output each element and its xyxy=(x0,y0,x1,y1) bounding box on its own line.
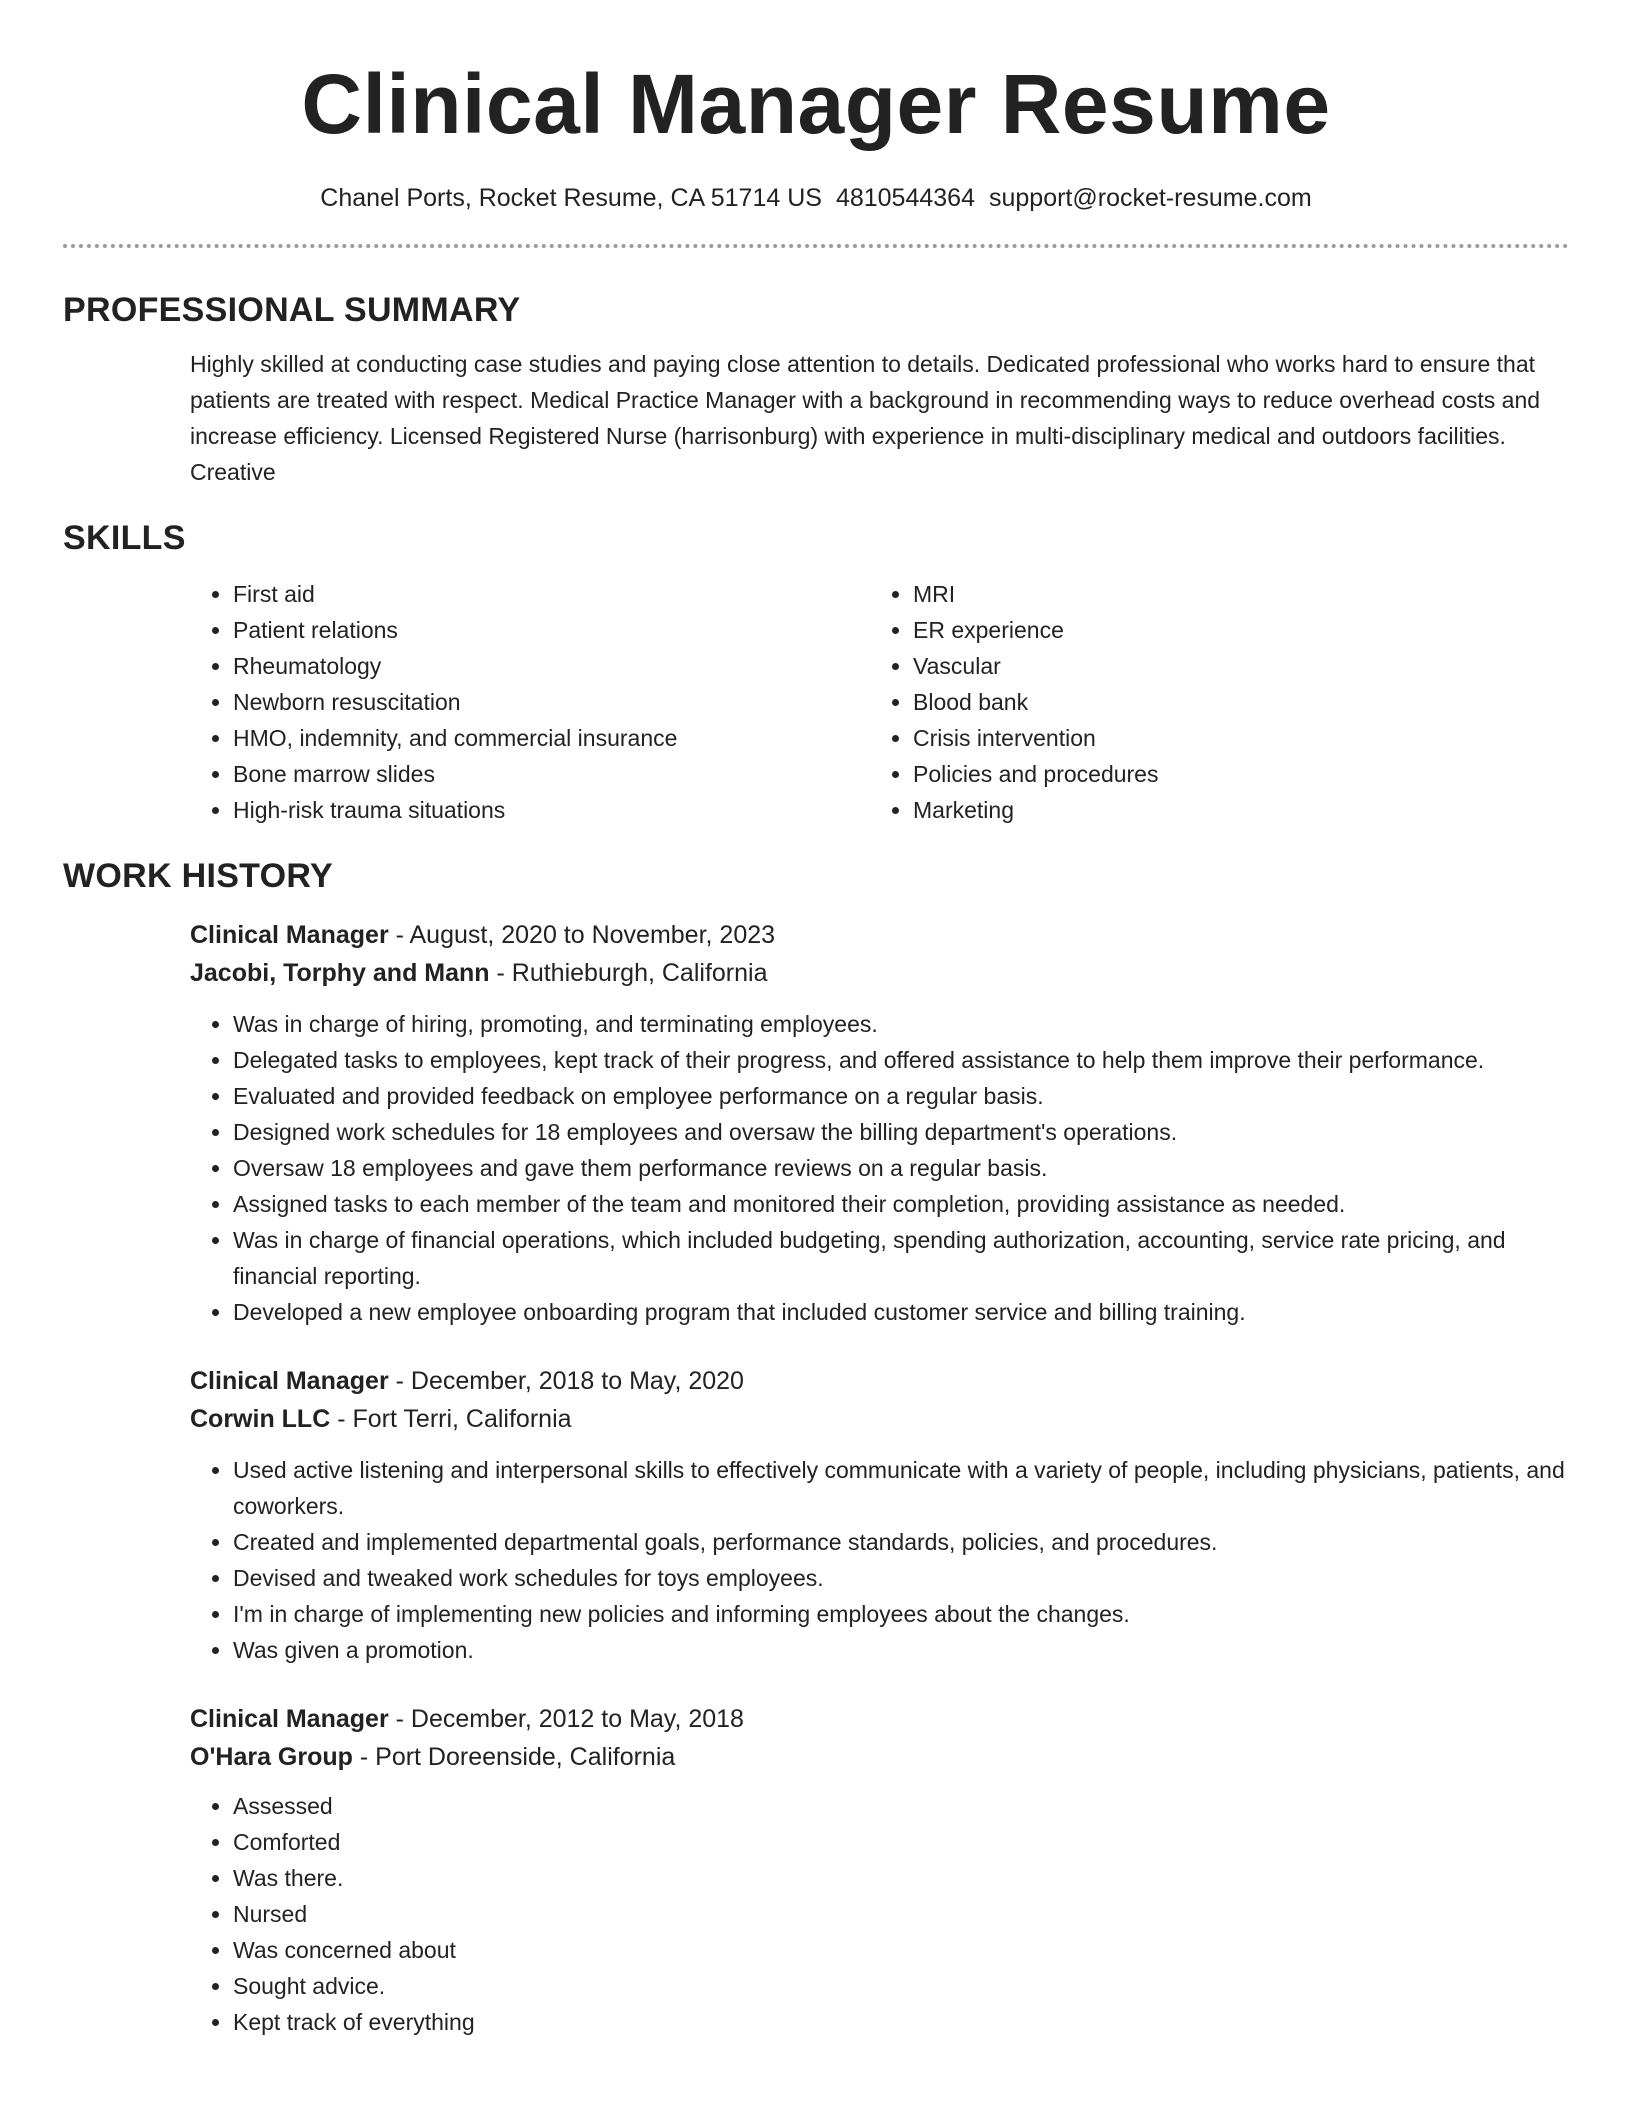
summary-text: Highly skilled at conducting case studies and paying close attention to details. Dedicated professional who works hard to ensure that patients are treated with respect. Medical Practice Manager with a background in recommending ways to reduce overhead costs and increase efficiency. Licensed Registered Nurse (harrisonburg) with experience in multi-disciplinary medical and outdoors facilities. Creative xyxy=(190,351,1541,485)
job-location: - Port Doreenside, California xyxy=(352,1743,676,1771)
job-bullet: • Created and implemented departmental goals, performance standards, policies, and procedures. xyxy=(233,1524,1569,1560)
job-title: Clinical Manager xyxy=(190,1367,389,1395)
skill-item: • Policies and procedures xyxy=(913,756,1550,792)
skill-item: • Crisis intervention xyxy=(913,720,1550,756)
job-bullet: • Was given a promotion. xyxy=(233,1632,1569,1668)
skills-heading: SKILLS xyxy=(63,519,186,557)
skill-item: • Bone marrow slides xyxy=(233,756,870,792)
job-bullet: • Devised and tweaked work schedules for toys employees. xyxy=(233,1560,1569,1596)
job-bullet: • Developed a new employee onboarding program that included customer service and billing training. xyxy=(233,1294,1569,1330)
skill-item: • Vascular xyxy=(913,648,1550,684)
job-bullet: • I'm in charge of implementing new policies and informing employees about the changes. xyxy=(233,1596,1569,1632)
skill-item: • Patient relations xyxy=(233,612,870,648)
job-bullet: • Evaluated and provided feedback on employee performance on a regular basis. xyxy=(233,1078,1569,1114)
job-bullet: • Was concerned about xyxy=(233,1932,1569,1968)
job-location: - Ruthieburgh, California xyxy=(489,959,768,987)
job-title-line xyxy=(190,1362,1569,1400)
header-divider xyxy=(63,244,1569,248)
job-bullet: • Nursed xyxy=(233,1896,1569,1932)
job-bullet: • Designed work schedules for 18 employees and oversaw the billing department's operations. xyxy=(233,1114,1569,1150)
skill-item: • Rheumatology xyxy=(233,648,870,684)
job-bullet: • Sought advice. xyxy=(233,1968,1569,2004)
skills-column-right xyxy=(870,576,1550,828)
job-dates: - December, 2018 to May, 2020 xyxy=(388,1367,744,1395)
skill-item: • HMO, indemnity, and commercial insurance xyxy=(233,720,870,756)
job-bullet: • Assessed xyxy=(233,1788,1569,1824)
job-entry xyxy=(190,916,1569,992)
skill-item: • Marketing xyxy=(913,792,1550,828)
skills-column-left xyxy=(190,576,870,828)
job-bullet: • Oversaw 18 employees and gave them performance reviews on a regular basis. xyxy=(233,1150,1569,1186)
job-entry xyxy=(190,1700,1569,1776)
job-company-line xyxy=(190,1400,1569,1438)
job-bullet: • Comforted xyxy=(233,1824,1569,1860)
skill-item: • First aid xyxy=(233,576,870,612)
job-dates: - August, 2020 to November, 2023 xyxy=(388,921,776,949)
job-dates: - December, 2012 to May, 2018 xyxy=(388,1705,744,1733)
work-heading: WORK HISTORY xyxy=(63,857,333,895)
job-company: Jacobi, Torphy and Mann xyxy=(190,959,490,987)
job-title-line xyxy=(190,916,1569,954)
contact-address: Chanel Ports, Rocket Resume, CA 51714 US xyxy=(320,184,822,212)
job-company: O'Hara Group xyxy=(190,1743,353,1771)
skill-item: • High-risk trauma situations xyxy=(233,792,870,828)
job-company-line xyxy=(190,1738,1569,1776)
job-company-line xyxy=(190,954,1569,992)
skill-item: • MRI xyxy=(913,576,1550,612)
skill-item: • Blood bank xyxy=(913,684,1550,720)
job-bullets xyxy=(190,1006,1569,1330)
job-title: Clinical Manager xyxy=(190,921,389,949)
job-bullets xyxy=(190,1452,1569,1668)
contact-phone: 4810544364 xyxy=(835,184,975,212)
job-bullet: • Delegated tasks to employees, kept track of their progress, and offered assistance to help them improve their performance. xyxy=(233,1042,1569,1078)
job-location: - Fort Terri, California xyxy=(330,1405,572,1433)
contact-email: support@rocket-resume.com xyxy=(988,184,1312,212)
job-bullet: • Was in charge of hiring, promoting, and terminating employees. xyxy=(233,1006,1569,1042)
skills-list xyxy=(190,576,1569,828)
resume-title: Clinical Manager Resume xyxy=(301,57,1331,151)
skill-item: • Newborn resuscitation xyxy=(233,684,870,720)
job-bullets xyxy=(190,1788,1569,2040)
skill-item: • ER experience xyxy=(913,612,1550,648)
job-bullet: • Used active listening and interpersonal skills to effectively communicate with a variety of people, including physicians, patients, and coworkers. xyxy=(233,1452,1569,1524)
job-title-line xyxy=(190,1700,1569,1738)
job-title: Clinical Manager xyxy=(190,1705,389,1733)
job-bullet: • Was in charge of financial operations, which included budgeting, spending authorization, accounting, service rate pricing, and financial reporting. xyxy=(233,1222,1569,1294)
job-entry xyxy=(190,1362,1569,1438)
job-bullet: • Was there. xyxy=(233,1860,1569,1896)
contact-line xyxy=(63,181,1569,215)
job-bullet: • Kept track of everything xyxy=(233,2004,1569,2040)
job-bullet: • Assigned tasks to each member of the team and monitored their completion, providing assistance as needed. xyxy=(233,1186,1569,1222)
summary-heading: PROFESSIONAL SUMMARY xyxy=(63,291,521,329)
job-company: Corwin LLC xyxy=(190,1405,331,1433)
